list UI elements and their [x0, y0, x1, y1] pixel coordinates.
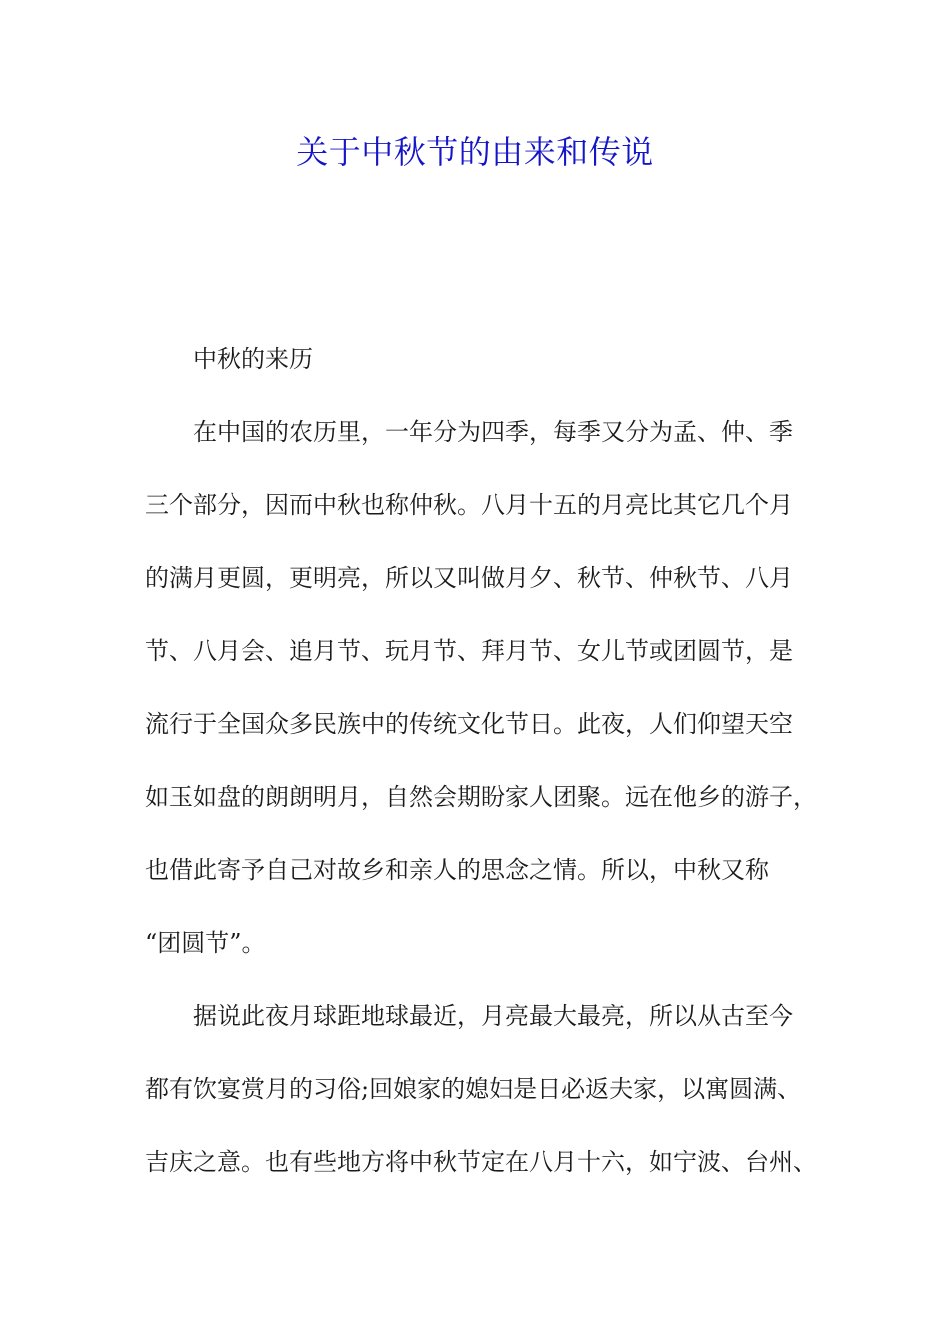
- document-body: [145, 323, 820, 1199]
- paragraph-2-line-3: 吉庆之意。也有些地方将中秋节定在八月十六，如宁波、台州、: [145, 1148, 817, 1176]
- paragraph-1-line-8: “团圆节”。: [145, 929, 266, 957]
- paragraph-2-line-2: 都有饮宴赏月的习俗;回娘家的媳妇是日必返夫家，以寓圆满、: [145, 1075, 802, 1103]
- paragraph-1-line-2: 三个部分，因而中秋也称仲秋。八月十五的月亮比其它几个月: [145, 491, 793, 519]
- paragraph-1-line-4: 节、八月会、追月节、玩月节、拜月节、女儿节或团圆节，是: [145, 637, 793, 665]
- paragraph-2-line-1: 据说此夜月球距地球最近，月亮最大最亮，所以从古至今: [193, 1002, 793, 1030]
- paragraph-1-line-7: 也借此寄予自己对故乡和亲人的思念之情。所以，中秋又称: [145, 856, 769, 884]
- paragraph-1-line-3: 的满月更圆，更明亮，所以又叫做月夕、秋节、仲秋节、八月: [145, 564, 793, 592]
- paragraph-1-line-6: 如玉如盘的朗朗明月，自然会期盼家人团聚。远在他乡的游子，: [145, 783, 817, 811]
- section-heading: 中秋的来历: [193, 345, 313, 373]
- document-title: 关于中秋节的由来和传说: [296, 133, 654, 171]
- paragraph-1-line-5: 流行于全国众多民族中的传统文化节日。此夜，人们仰望天空: [145, 710, 793, 738]
- paragraph-1-line-1: 在中国的农历里，一年分为四季，每季又分为孟、仲、季: [193, 418, 793, 446]
